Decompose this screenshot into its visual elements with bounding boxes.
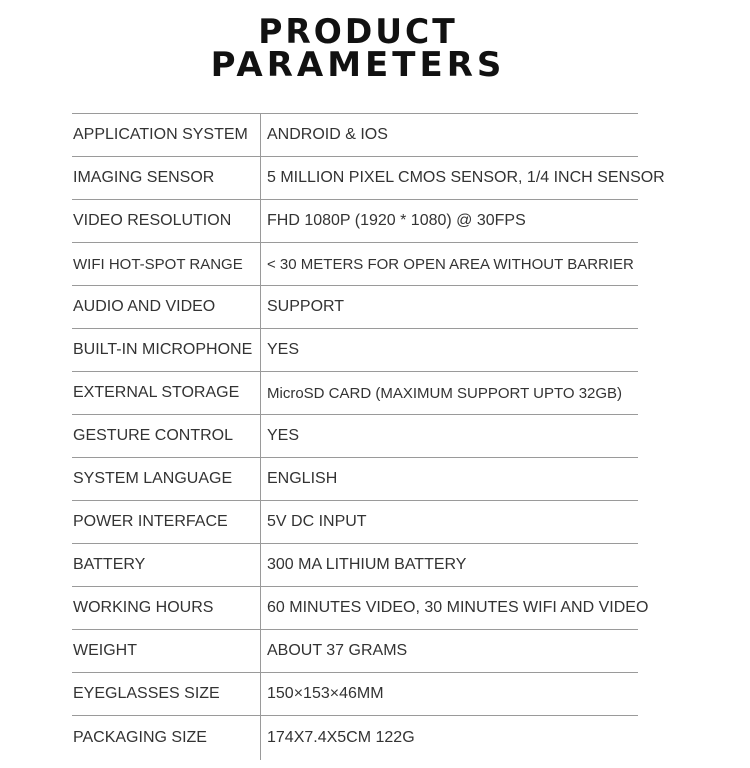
param-label: EYEGLASSES SIZE — [72, 673, 261, 715]
table-row — [72, 544, 638, 587]
param-label: APPLICATION SYSTEM — [72, 114, 261, 156]
table-row — [72, 114, 638, 157]
param-value: ABOUT 37 GRAMS — [267, 642, 408, 659]
table-row — [72, 415, 638, 458]
param-value: 300 MA LITHIUM BATTERY — [267, 556, 467, 573]
param-label: WIFI HOT-SPOT RANGE — [72, 243, 261, 285]
param-value: YES — [267, 427, 300, 444]
param-label: BATTERY — [72, 544, 261, 586]
param-label: GESTURE CONTROL — [72, 415, 261, 457]
param-value: FHD 1080P (1920 * 1080) @ 30FPS — [267, 212, 526, 229]
param-label: EXTERNAL STORAGE — [72, 372, 261, 414]
table-row — [72, 372, 638, 415]
page-title-line-1: PRODUCT — [258, 11, 458, 52]
param-label: WEIGHT — [72, 630, 261, 672]
table-row — [72, 329, 638, 372]
param-value: 5V DC INPUT — [267, 513, 367, 530]
page-title-line-2: PARAMETERS — [210, 45, 506, 85]
table-row — [72, 587, 649, 630]
table-row — [72, 630, 638, 673]
param-label: POWER INTERFACE — [72, 501, 261, 543]
param-value: SUPPORT — [267, 298, 345, 315]
table-row — [72, 243, 638, 286]
parameters-table — [72, 113, 665, 760]
param-label: AUDIO AND VIDEO — [72, 286, 261, 328]
table-row — [72, 501, 638, 544]
table-row — [72, 200, 638, 243]
param-label: VIDEO RESOLUTION — [72, 200, 261, 242]
table-row — [72, 673, 638, 716]
param-value: YES — [267, 341, 300, 358]
table-row — [72, 458, 638, 501]
param-label: IMAGING SENSOR — [72, 157, 261, 199]
param-value: 60 MINUTES VIDEO, 30 MINUTES WIFI AND VIDEO — [267, 599, 649, 616]
param-value: 174X7.4X5CM 122G — [267, 729, 415, 746]
param-label: WORKING HOURS — [72, 587, 261, 629]
table-row — [72, 716, 638, 760]
table-row — [72, 157, 665, 200]
param-label: BUILT-IN MICROPHONE — [72, 329, 261, 371]
param-value: 150×153×46MM — [267, 685, 384, 702]
table-row — [72, 286, 638, 329]
param-value: ANDROID & IOS — [267, 126, 388, 143]
param-value: 5 MILLION PIXEL CMOS SENSOR, 1/4 INCH SENSOR — [267, 169, 665, 186]
param-label: SYSTEM LANGUAGE — [72, 458, 261, 500]
param-value: MicroSD CARD (MAXIMUM SUPPORT UPTO 32GB) — [267, 384, 623, 402]
param-label: PACKAGING SIZE — [72, 716, 261, 760]
param-value: ENGLISH — [267, 470, 338, 487]
param-value: < 30 METERS FOR OPEN AREA WITHOUT BARRIER — [267, 255, 634, 273]
